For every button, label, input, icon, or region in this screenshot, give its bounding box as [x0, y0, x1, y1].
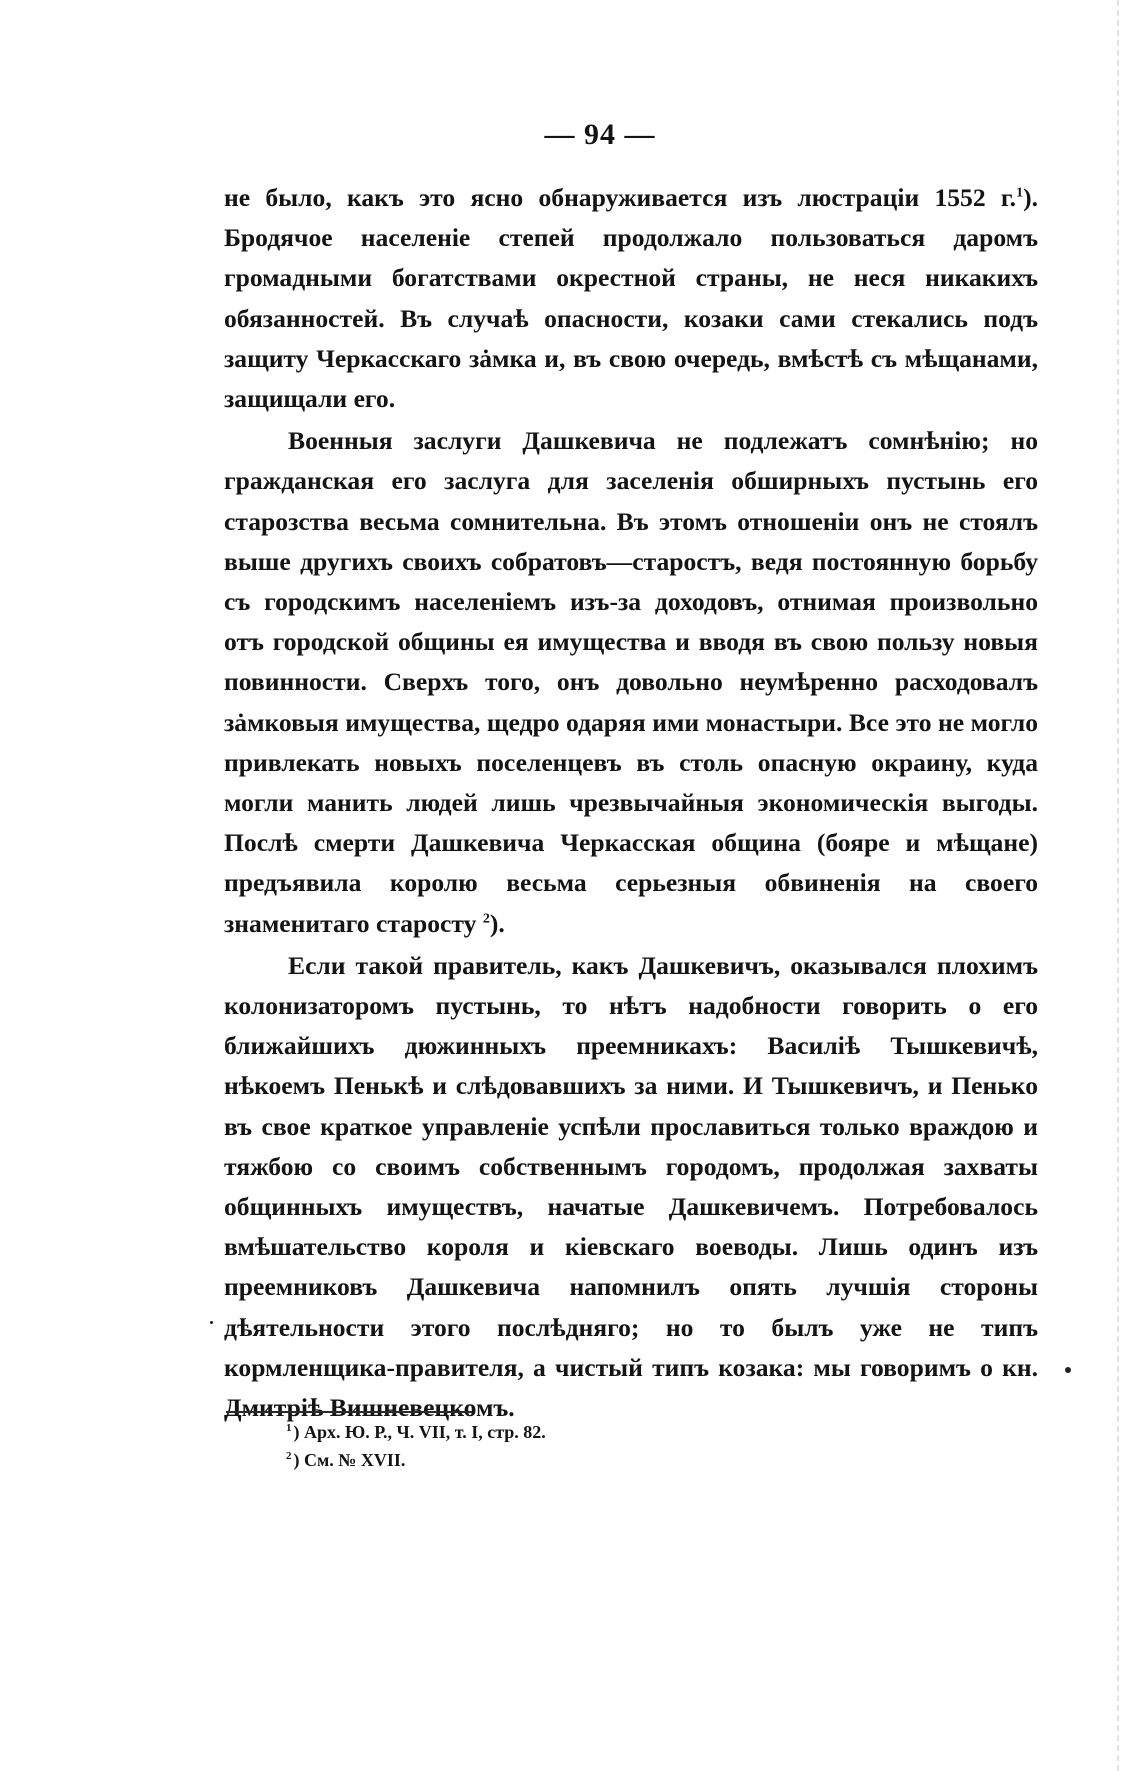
- paragraph-text: ). Бродячое населеніе степей продолжало пользоваться даромъ громадными богатствами окрестной страны, не неся никакихъ обязанностей. Въ случаѣ опасности, козаки сами стекались подъ защиту Черкасскаго зȧмка и, въ свою очередь, вмѣстѣ съ мѣщанами, защищали его.: [224, 183, 1038, 414]
- paragraph-text: Военныя заслуги Дашкевича не подлежатъ сомнѣнію; но гражданская его заслуга для заселенія обширныхъ пустынь его старозства весьма сомнительна. Въ этомъ отношеніи онъ не стоялъ выше другихъ своихъ собратовъ—старостъ, ведя постоянную борьбу съ городскимъ населеніемъ изъ-за доходовъ, отнимая произвольно отъ городской общины ея имущества и вводя въ свою пользу новыя повинности. Сверхъ того, онъ довольно неумѣренно расходовалъ зȧмковыя имущества, щедро одаряя ими монастыри. Все это не могло привлекать новыхъ поселенцевъ въ столь опасную окраину, куда могли манить людей лишь чрезвычайныя экономическія выгоды. Послѣ смерти Дашкевича Черкасская община (бояре и мѣщане) предъявила королю весьма серьезныя обвиненія на своего знаменитаго старосту: [224, 426, 1038, 938]
- footnote-reference: 1: [1016, 185, 1024, 201]
- footnote: [286, 1446, 886, 1474]
- page-edge-line: [1117, 0, 1119, 1771]
- footnote-text: См. № XVII.: [304, 1450, 406, 1470]
- paragraph-text: не было, какъ это ясно обнаруживается изъ люстраціи 1552 г.: [224, 183, 1017, 212]
- paragraph-text: Если такой правитель, какъ Дашкевичъ, оказывался плохимъ колонизаторомъ пустынь, то нѣтъ надобности говорить о его ближайшихъ дюжинныхъ преемникахъ: Василіѣ Тышкевичѣ, нѣкоемъ Пенькѣ и слѣдовавшихъ за ними. И Тышкевичъ, и Пенько въ свое краткое управленіе успѣли прославиться только враждою и тяжбою со своимъ собственнымъ городомъ, продолжая захваты общинныхъ имуществъ, начатые Дашкевичемъ. Потребовалось вмѣшательство короля и кіевскаго воеводы. Лишь одинъ изъ преемниковъ Дашкевича напомнилъ опять лучшія стороны дѣятельности этого послѣдняго; но то былъ уже не типъ кормленщика-правителя, а чистый типъ козака: мы говоримъ о кн. Дмитріѣ Вишневецкомъ.: [224, 950, 1038, 1423]
- paragraph: [224, 946, 1038, 1428]
- footnotes: [286, 1418, 886, 1474]
- body-text: [224, 178, 1038, 1428]
- paragraph-text: ).: [489, 908, 505, 938]
- footnote-mark: 2: [286, 1450, 292, 1462]
- ink-speck: [1065, 1367, 1071, 1373]
- paragraph: [224, 421, 1038, 944]
- footnote-reference: 2: [482, 911, 490, 927]
- ink-speck: [210, 1321, 213, 1324]
- footnote-mark-close: ): [293, 1450, 300, 1470]
- footnote-separator: [226, 1411, 472, 1413]
- footnote-text: Арх. Ю. Р., Ч. VII, т. I, стр. 82.: [304, 1422, 546, 1442]
- page-number: — 94 —: [544, 118, 656, 151]
- footnote-mark: 1: [286, 1422, 292, 1434]
- paragraph: [224, 178, 1038, 419]
- footnote-mark-close: ): [293, 1422, 300, 1442]
- footnote: [286, 1418, 886, 1446]
